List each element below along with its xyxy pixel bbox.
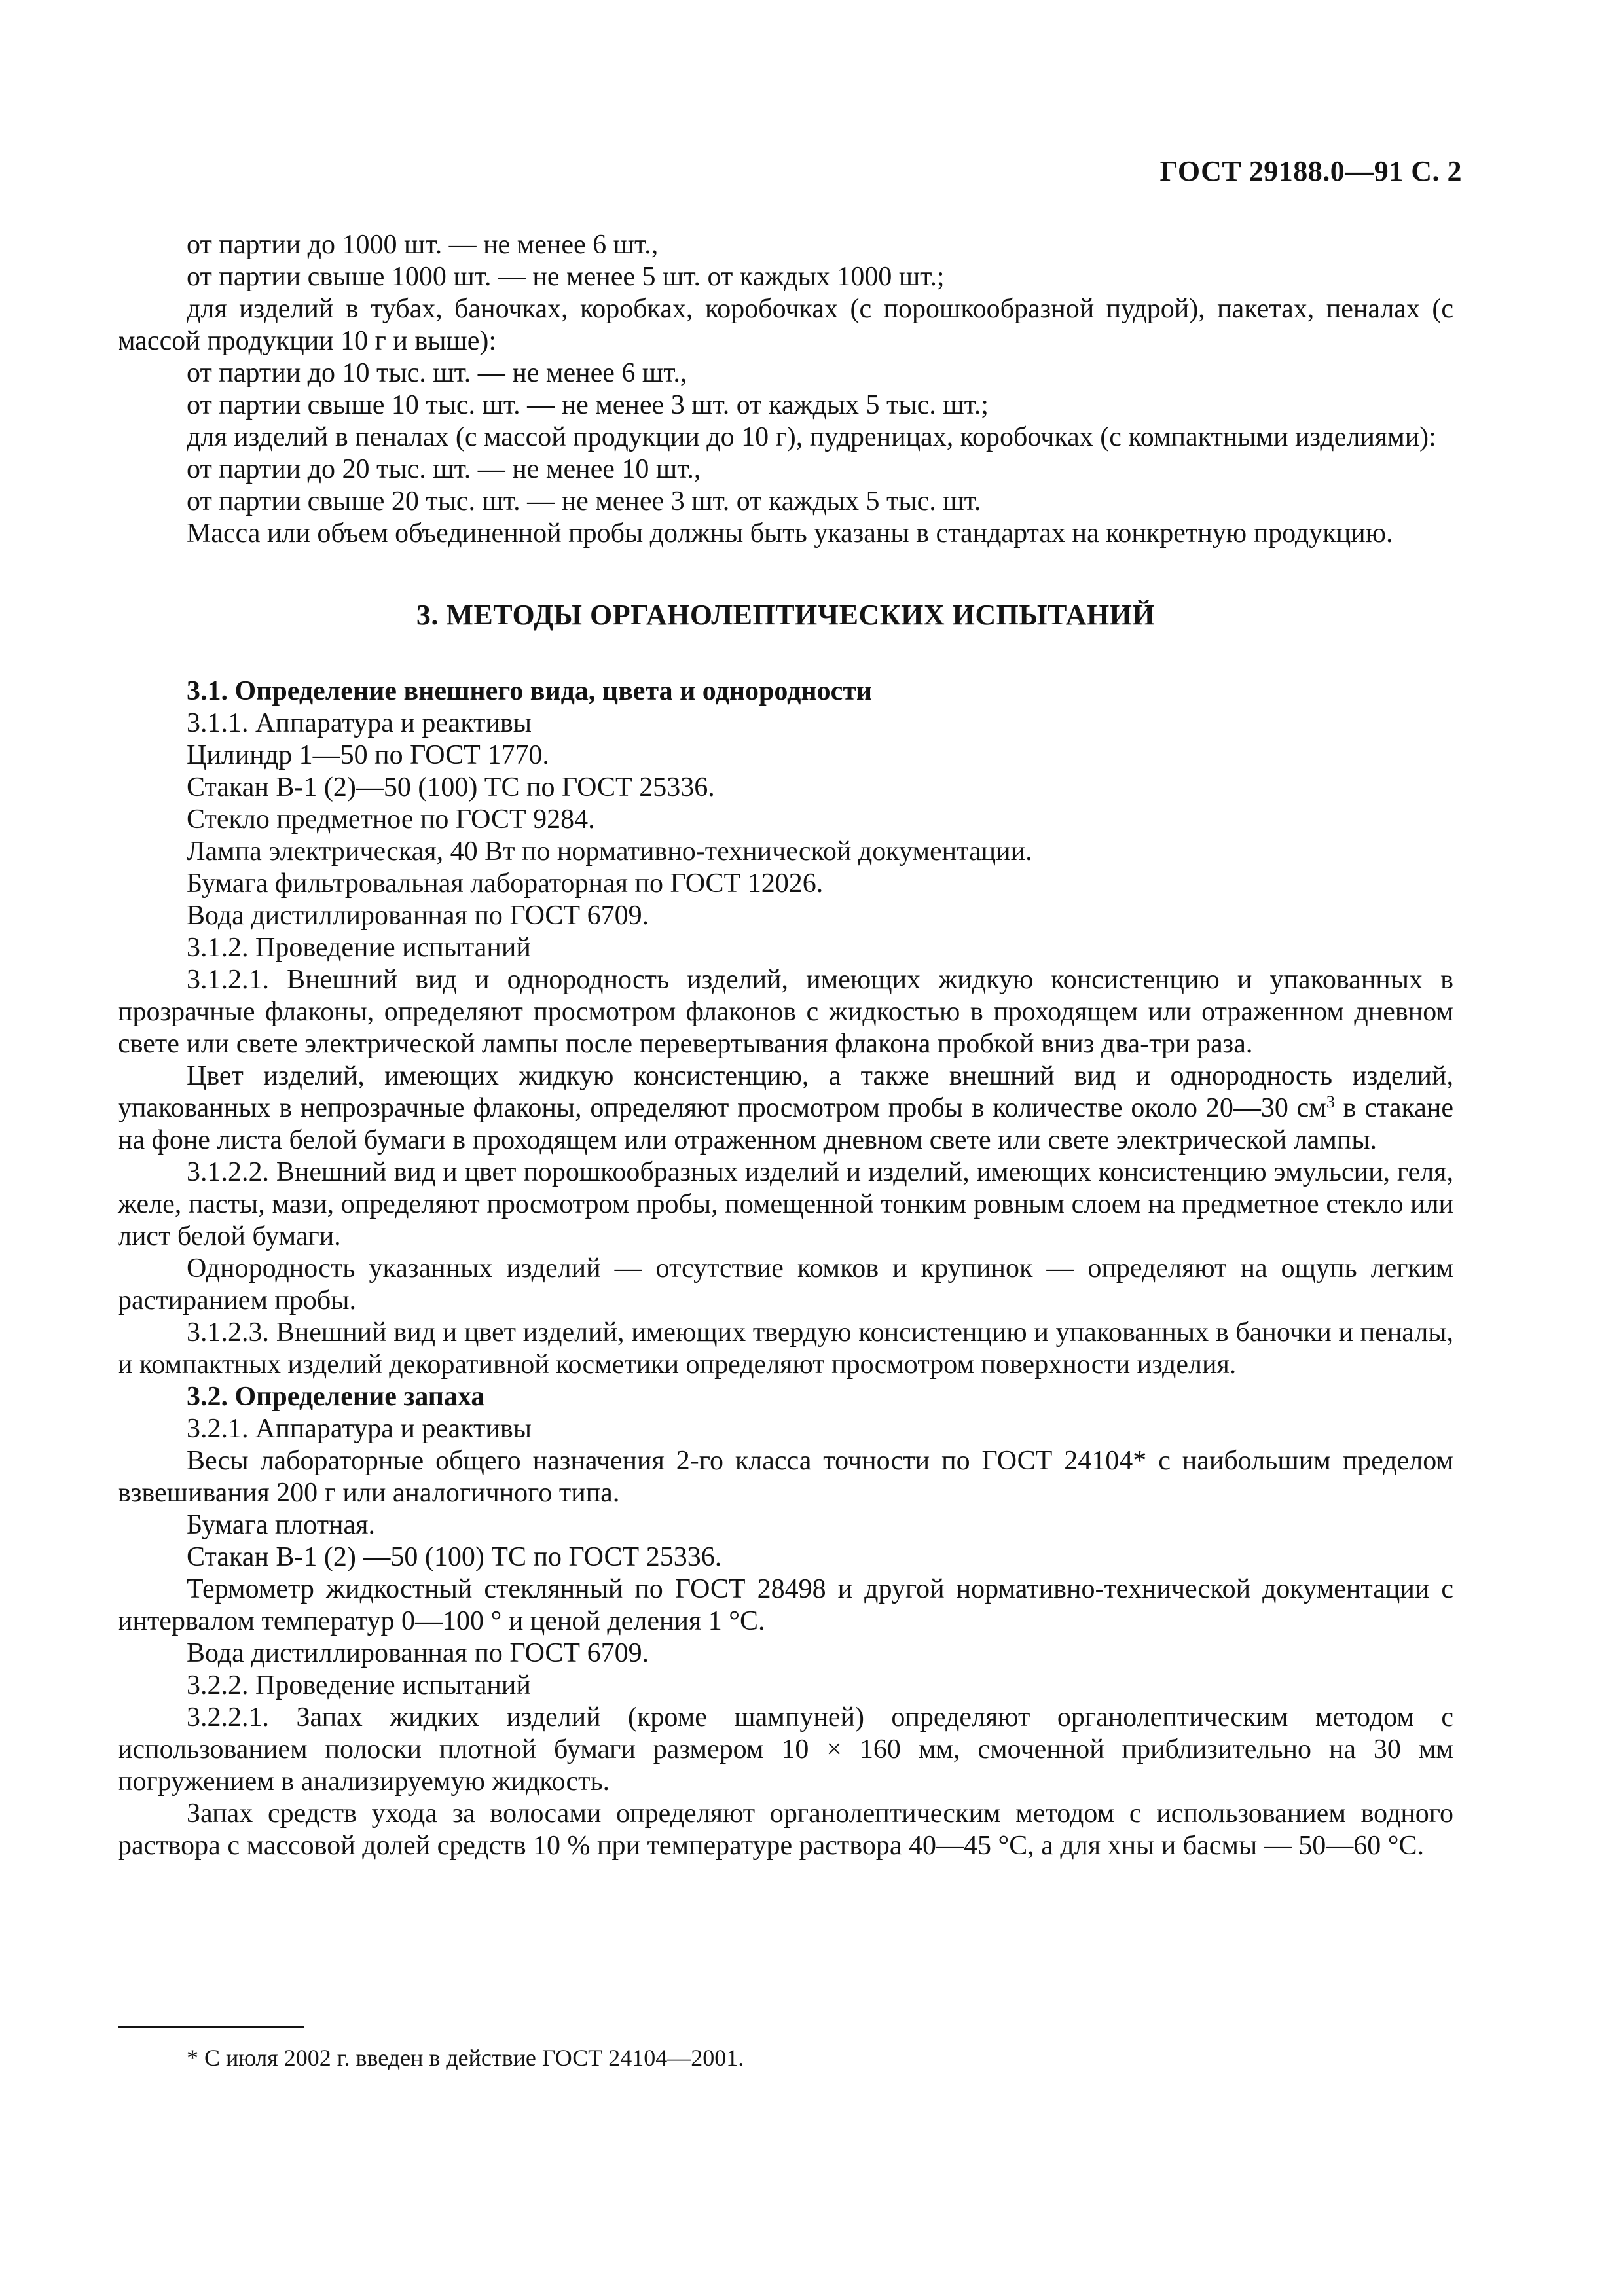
- clause-paragraph: 3.2.2.1. Запах жидких изделий (кроме шампуней) определяют органолептическим методом с использованием полоски плотной бумаги размером 10 × 160 мм, смоченной приблизительно на 30 мм погружением в анализируемую жидкость.: [118, 1702, 1453, 1797]
- sampling-line: от партии свыше 10 тыс. шт. — не менее 3 шт. от каждых 5 тыс. шт.;: [187, 390, 989, 420]
- sampling-line: от партии до 20 тыс. шт. — не менее 10 шт.,: [187, 454, 701, 484]
- sampling-note: Масса или объем объединенной пробы должны быть указаны в стандартах на конкретную продукцию.: [187, 518, 1393, 548]
- footnote-rule: [118, 2026, 304, 2028]
- clause-paragraph: Запах средств ухода за волосами определяют органолептическим методом с использованием водного раствора с массовой долей средств 10 % при температуре раствора 40—45 °С, а для хны и басмы — 50—60 °С.: [118, 1799, 1453, 1861]
- sampling-line: от партии свыше 1000 шт. — не менее 5 шт. от каждых 1000 шт.;: [187, 262, 945, 292]
- apparatus-item: Стакан В-1 (2)—50 (100) ТС по ГОСТ 25336.: [187, 772, 715, 802]
- subsection-heading: 3.2. Определение запаха: [187, 1382, 485, 1412]
- sampling-line: от партии свыше 20 тыс. шт. — не менее 3 шт. от каждых 5 тыс. шт.: [187, 486, 981, 516]
- apparatus-item: Стекло предметное по ГОСТ 9284.: [187, 804, 595, 834]
- clause-paragraph: 3.1.2.1. Внешний вид и однородность изделий, имеющих жидкую консистенцию и упакованных в прозрачные флаконы, определяют просмотром флаконов с жидкостью в проходящем или отраженном дневном свете или свете электрической лампы после перевертывания флакона пробкой вниз два-три раза.: [118, 965, 1453, 1059]
- superscript: 3: [1326, 1092, 1335, 1111]
- apparatus-item: Вода дистиллированная по ГОСТ 6709.: [187, 901, 649, 931]
- sampling-line: для изделий в тубах, баночках, коробках, коробочках (с порошкообразной пудрой), пакетах, пеналах (с массой продукции 10 г и выше):: [118, 294, 1453, 356]
- apparatus-item: Лампа электрическая, 40 Вт по нормативно-технической документации.: [187, 836, 1032, 867]
- apparatus-item: Вода дистиллированная по ГОСТ 6709.: [187, 1638, 649, 1668]
- sampling-line: от партии до 10 тыс. шт. — не менее 6 шт.,: [187, 358, 687, 388]
- clause-paragraph: 3.1.2.2. Внешний вид и цвет порошкообразных изделий и изделий, имеющих консистенцию эмульсии, геля, желе, пасты, мази, определяют просмотром пробы, помещенной тонким ровным слоем на предметное стекло или лист белой бумаги.: [118, 1157, 1453, 1251]
- clause-heading: 3.1.1. Аппаратура и реактивы: [187, 708, 532, 738]
- clause-heading: 3.2.2. Проведение испытаний: [187, 1670, 531, 1700]
- running-header: ГОСТ 29188.0—91 С. 2: [1159, 155, 1462, 187]
- apparatus-item: Термометр жидкостный стеклянный по ГОСТ 28498 и другой нормативно-технической документации с интервалом температур 0—100 ° и ценой деления 1 °С.: [118, 1574, 1453, 1636]
- apparatus-item: Цилиндр 1—50 по ГОСТ 1770.: [187, 740, 549, 770]
- sampling-line: для изделий в пеналах (с массой продукции до 10 г), пудреницах, коробочках (с компактными изделиями):: [187, 422, 1436, 452]
- clause-heading: 3.1.2. Проведение испытаний: [187, 933, 531, 963]
- section-title: 3. МЕТОДЫ ОРГАНОЛЕПТИЧЕСКИХ ИСПЫТАНИЙ: [416, 599, 1156, 631]
- clause-heading: 3.2.1. Аппаратура и реактивы: [187, 1414, 532, 1444]
- subsection-heading: 3.1. Определение внешнего вида, цвета и однородности: [187, 676, 873, 706]
- apparatus-item: Стакан В-1 (2) —50 (100) ТС по ГОСТ 25336.: [187, 1542, 722, 1572]
- apparatus-item: Бумага фильтровальная лабораторная по ГОСТ 12026.: [187, 869, 824, 899]
- apparatus-item: Весы лабораторные общего назначения 2-го класса точности по ГОСТ 24104* с наибольшим пределом взвешивания 200 г или аналогичного типа.: [118, 1446, 1453, 1508]
- clause-paragraph: 3.1.2.3. Внешний вид и цвет изделий, имеющих твердую консистенцию и упакованных в баночки и пеналы, и компактных изделий декоративной косметики определяют просмотром поверхности изделия.: [118, 1318, 1453, 1380]
- clause-paragraph: Однородность указанных изделий — отсутствие комков и крупинок — определяют на ощупь легким растиранием пробы.: [118, 1253, 1453, 1316]
- paragraph-text: Цвет изделий, имеющих жидкую консистенцию, а также внешний вид и однородность изделий, упакованных в непрозрачные флаконы, определяют просмотром пробы в количестве около 20—30 см: [118, 1061, 1453, 1123]
- footnote: * С июля 2002 г. введен в действие ГОСТ 24104—2001.: [187, 2045, 744, 2071]
- paragraph-text: в стакане на фоне листа белой бумаги в проходящем или отраженном дневном свете или свете электрической лампы.: [118, 1093, 1453, 1155]
- clause-paragraph: [118, 1060, 1453, 1157]
- sampling-line: от партии до 1000 шт. — не менее 6 шт.,: [187, 230, 659, 260]
- body-text: [118, 229, 1453, 1862]
- apparatus-item: Бумага плотная.: [187, 1510, 375, 1540]
